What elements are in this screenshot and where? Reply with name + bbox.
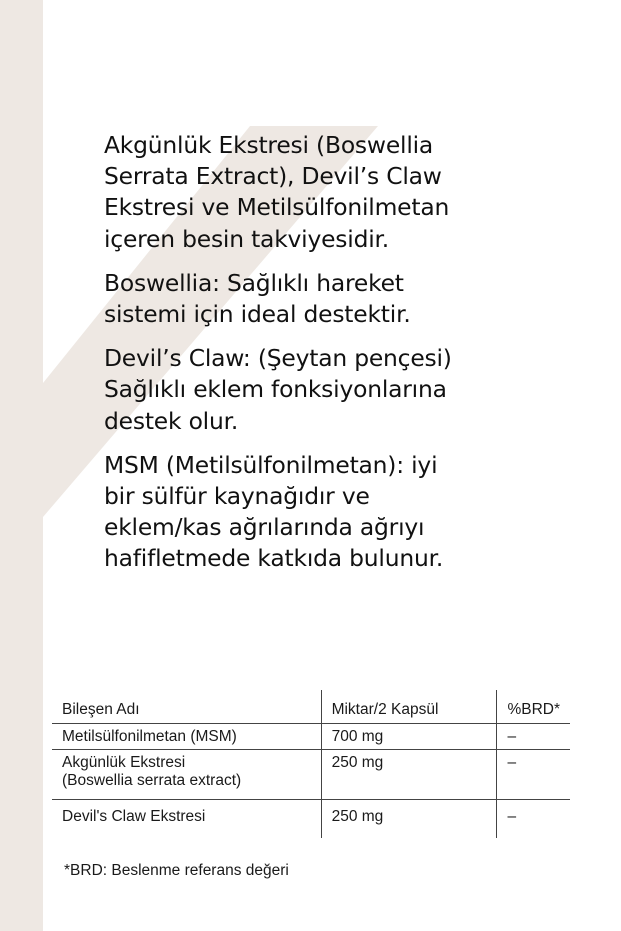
ingredient-name <box>52 750 321 800</box>
line: Sağlıklı eklem fonksiyonlarına <box>104 375 447 404</box>
line: destek olur. <box>104 406 239 435</box>
table-header-row <box>52 690 570 724</box>
line: hafifletmede katkıda bulunur. <box>104 544 444 573</box>
product-description <box>104 130 604 588</box>
ingredient-brd: – <box>497 750 570 800</box>
boswellia-paragraph <box>104 268 604 330</box>
devils-claw-paragraph <box>104 343 604 437</box>
line: Akgünlük Ekstresi (Boswellia <box>104 131 434 159</box>
header-ingredient-name: Bileşen Adı <box>62 701 140 718</box>
line: sistemi için ideal destektir. <box>104 300 411 329</box>
table-row <box>52 750 570 800</box>
line: Serrata Extract), Devil’s Claw <box>104 162 442 191</box>
ingredient-name: Devil's Claw Ekstresi <box>62 808 206 825</box>
header-brd: %BRD* <box>497 690 570 724</box>
ingredient-brd: – <box>497 800 570 839</box>
ingredients-table-container <box>52 690 570 838</box>
line: eklem/kas ağrılarında ağrıyı <box>104 513 425 542</box>
brd-footnote: *BRD: Beslenme referans değeri <box>64 862 289 879</box>
line: MSM (Metilsülfonilmetan): iyi <box>104 450 438 479</box>
ingredient-amount: 250 mg <box>321 800 497 839</box>
intro-paragraph <box>104 130 604 255</box>
ingredient-name-line: (Boswellia serrata extract) <box>62 772 242 789</box>
line: Devil’s Claw: (Şeytan pençesi) <box>104 344 452 373</box>
ingredient-amount: 250 mg <box>321 750 497 800</box>
header-amount: Miktar/2 Kapsül <box>321 690 497 724</box>
line: Boswellia: Sağlıklı hareket <box>104 268 404 297</box>
table-row <box>52 800 570 839</box>
ingredient-brd: – <box>497 724 570 750</box>
line: Ekstresi ve Metilsülfonilmetan <box>104 193 450 222</box>
ingredient-name-line: Akgünlük Ekstresi <box>62 754 186 771</box>
table-row <box>52 724 570 750</box>
ingredient-name: Metilsülfonilmetan (MSM) <box>62 728 237 745</box>
ingredient-amount: 700 mg <box>321 724 497 750</box>
line: içeren besin takviyesidir. <box>104 224 390 253</box>
msm-paragraph <box>104 450 604 575</box>
ingredients-table <box>52 690 570 838</box>
line: bir sülfür kaynağıdır ve <box>104 482 370 511</box>
